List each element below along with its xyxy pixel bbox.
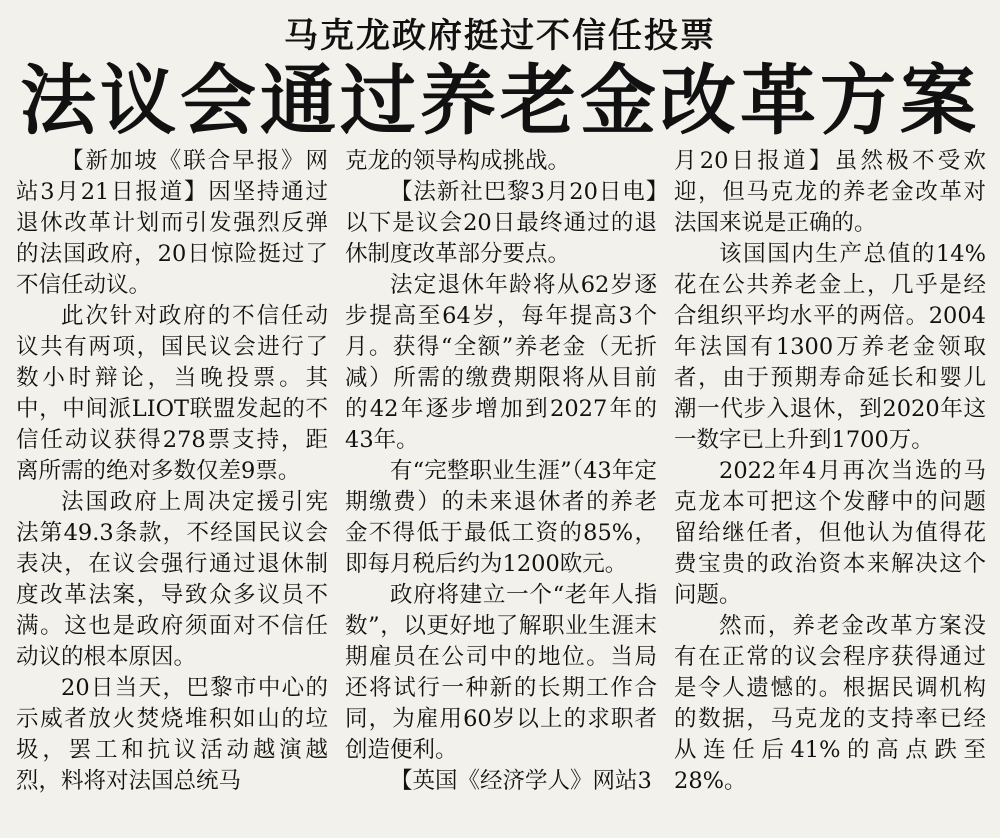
column-1 bbox=[16, 146, 328, 797]
kicker-headline: 马克龙政府挺过不信任投票 bbox=[284, 16, 716, 56]
paragraph: 此次针对政府的不信任动议共有两项，国民议会进行了数小时辩论，当晚投票。其中，中间派LIOT联盟发起的不信任动议获得278票支持，距离所需的绝对多数仅差9票。 bbox=[16, 303, 328, 484]
paragraph-continued: 月20日报道】虽然极不受欢迎，但马克龙的养老金改革对法国来说是正确的。 bbox=[674, 148, 986, 236]
paragraph: 【英国《经济学人》网站3 bbox=[390, 768, 652, 794]
paragraph-continued: 克龙的领导构成挑战。 bbox=[345, 148, 571, 174]
paragraph: 20日当天，巴黎市中心的示威者放火焚烧堆积如山的垃圾，罢工和抗议活动越演越烈，料将对法国总统马 bbox=[16, 675, 328, 794]
paragraph: 2022年4月再次当选的马克龙本可把这个发酵中的问题留给继任者，但他认为值得花费宝贵的政治资本来解决这个问题。 bbox=[674, 458, 986, 608]
paragraph: 有“完整职业生涯”（43年定期缴费）的未来退休者的养老金不得低于最低工资的85%，即每月税后约为1200欧元。 bbox=[345, 458, 657, 577]
paragraph: 【新加坡《联合早报》网站3月21日报道】因坚持通过退休改革计划而引发强烈反弹的法国政府，20日惊险挺过了不信任动议。 bbox=[16, 148, 328, 298]
paragraph: 【法新社巴黎3月20日电】以下是议会20日最终通过的退休制度改革部分要点。 bbox=[345, 179, 657, 267]
paragraph: 法国政府上周决定援引宪法第49.3条款，不经国民议会表决，在议会强行通过退休制度改革法案，导致众多议员不满。这也是政府须面对不信任动议的根本原因。 bbox=[16, 489, 328, 670]
paragraph: 法定退休年龄将从62岁逐步提高至64岁，每年提高3个月。获得“全额”养老金（无折减）所需的缴费期限将从目前的42年逐步增加到2027年的43年。 bbox=[345, 272, 657, 453]
main-headline: 法议会通过养老金改革方案 bbox=[20, 56, 980, 145]
paragraph: 然而，养老金改革方案没有在正常的议会程序获得通过是令人遗憾的。根据民调机构的数据，马克龙的支持率已经从连任后41%的高点跌至28%。 bbox=[674, 613, 986, 794]
paragraph: 该国国内生产总值的14%花在公共养老金上，几乎是经合组织平均水平的两倍。2004年法国有1300万养老金领取者，由于预期寿命延长和婴儿潮一代步入退休，到2020年这一数字已上升到1700万。 bbox=[674, 241, 986, 453]
column-3 bbox=[674, 146, 986, 797]
article-columns bbox=[16, 146, 986, 797]
column-2 bbox=[345, 146, 657, 797]
paragraph: 政府将建立一个“老年人指数”，以更好地了解职业生涯末期雇员在公司中的地位。当局还将试行一种新的长期工作合同，为雇用60岁以上的求职者创造便利。 bbox=[345, 582, 657, 763]
